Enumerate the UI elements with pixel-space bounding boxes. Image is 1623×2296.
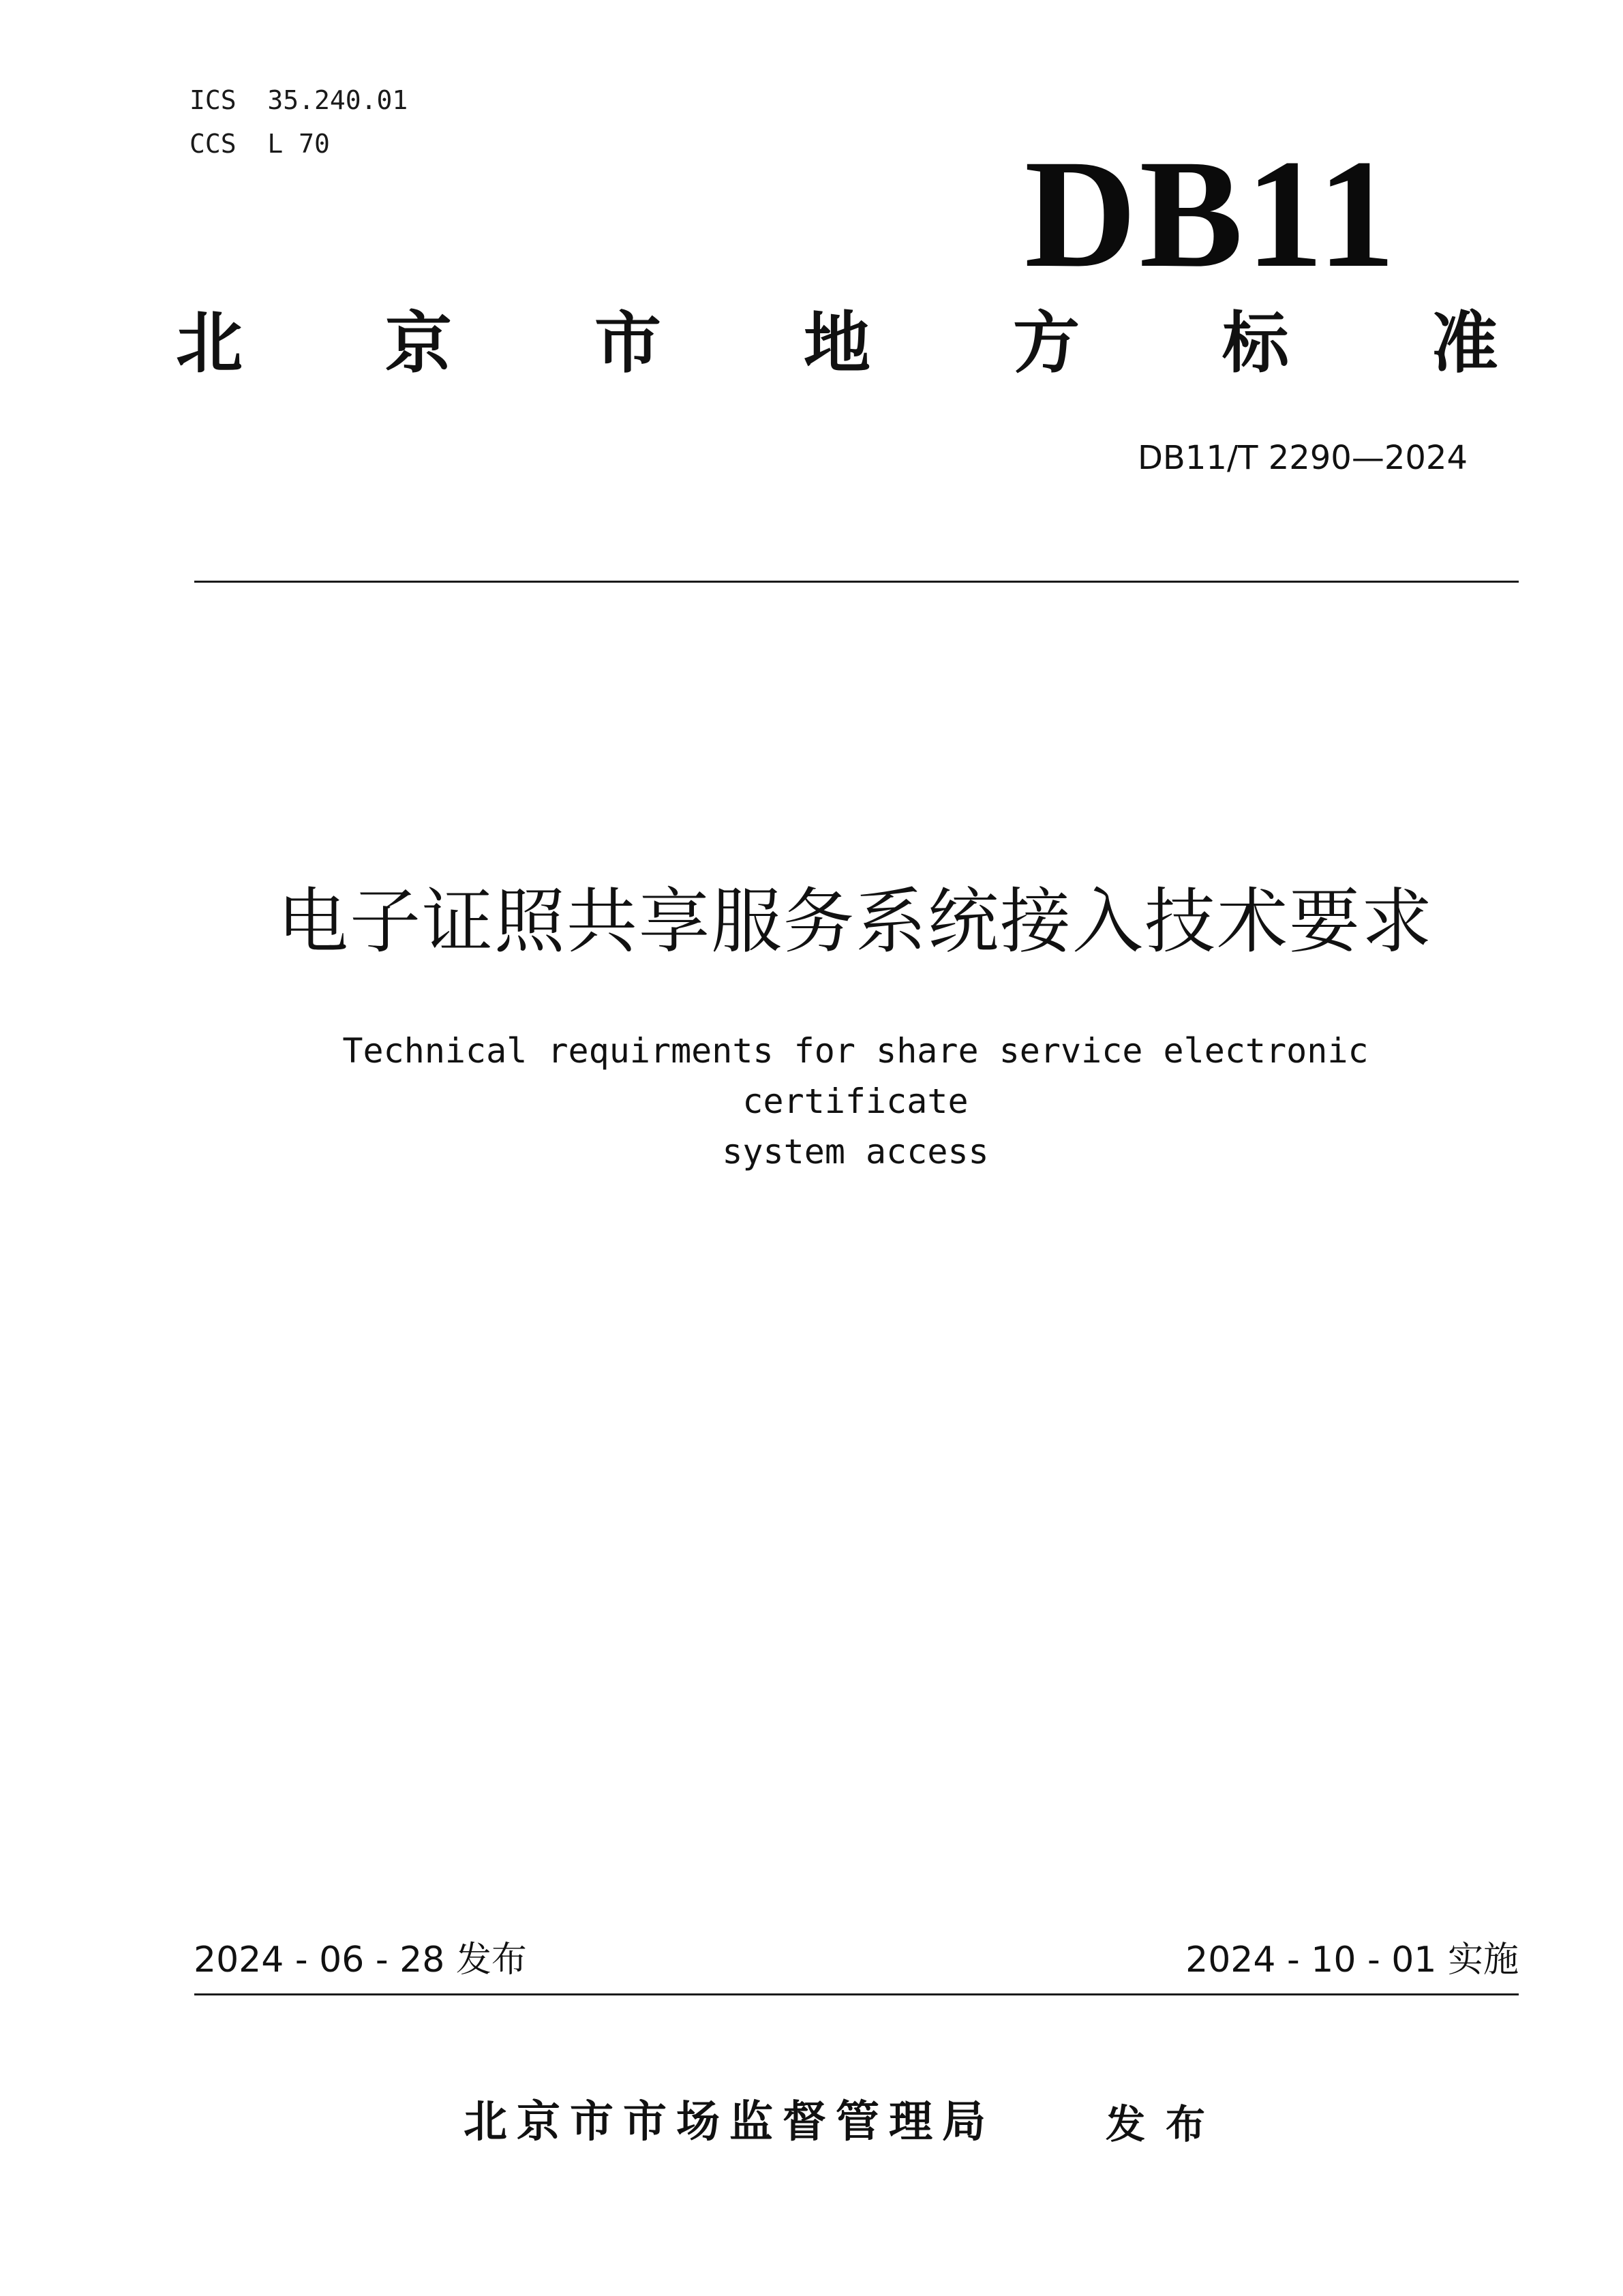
publish-label: 发布 xyxy=(1106,2101,1226,2147)
document-title-chinese: 电子证照共享服务系统接入技术要求 xyxy=(277,880,1434,963)
english-title-line-1: Technical requirments for share service electronic certificate xyxy=(342,1031,1369,1121)
footer-divider xyxy=(194,1993,1519,1995)
english-title-line-2: system access xyxy=(722,1132,989,1172)
standard-type-char: 京 xyxy=(384,305,452,382)
standard-type-char: 北 xyxy=(176,305,243,382)
standard-type-char: 地 xyxy=(803,305,870,382)
publisher-name: 北京市市场监督管理局 xyxy=(464,2097,995,2147)
standard-type-char: 准 xyxy=(1431,305,1498,382)
ccs-code: CCS L 70 xyxy=(189,129,330,159)
ics-code: ICS 35.240.01 xyxy=(189,85,408,115)
effective-date: 2024 - 10 - 01 实施 xyxy=(1185,1940,1519,1980)
document-title-english xyxy=(225,1026,1486,1177)
classification-codes xyxy=(189,78,408,166)
standard-type-char: 标 xyxy=(1222,305,1289,382)
standard-type-char: 方 xyxy=(1012,305,1080,382)
standard-type-char: 市 xyxy=(594,305,661,382)
header-divider xyxy=(194,581,1519,583)
standard-number: DB11/T 2290—2024 xyxy=(1137,439,1468,477)
issue-date: 2024 - 06 - 28 发布 xyxy=(194,1940,527,1980)
standard-type-heading xyxy=(176,305,1498,382)
db11-logo: DB11 xyxy=(1024,128,1398,300)
